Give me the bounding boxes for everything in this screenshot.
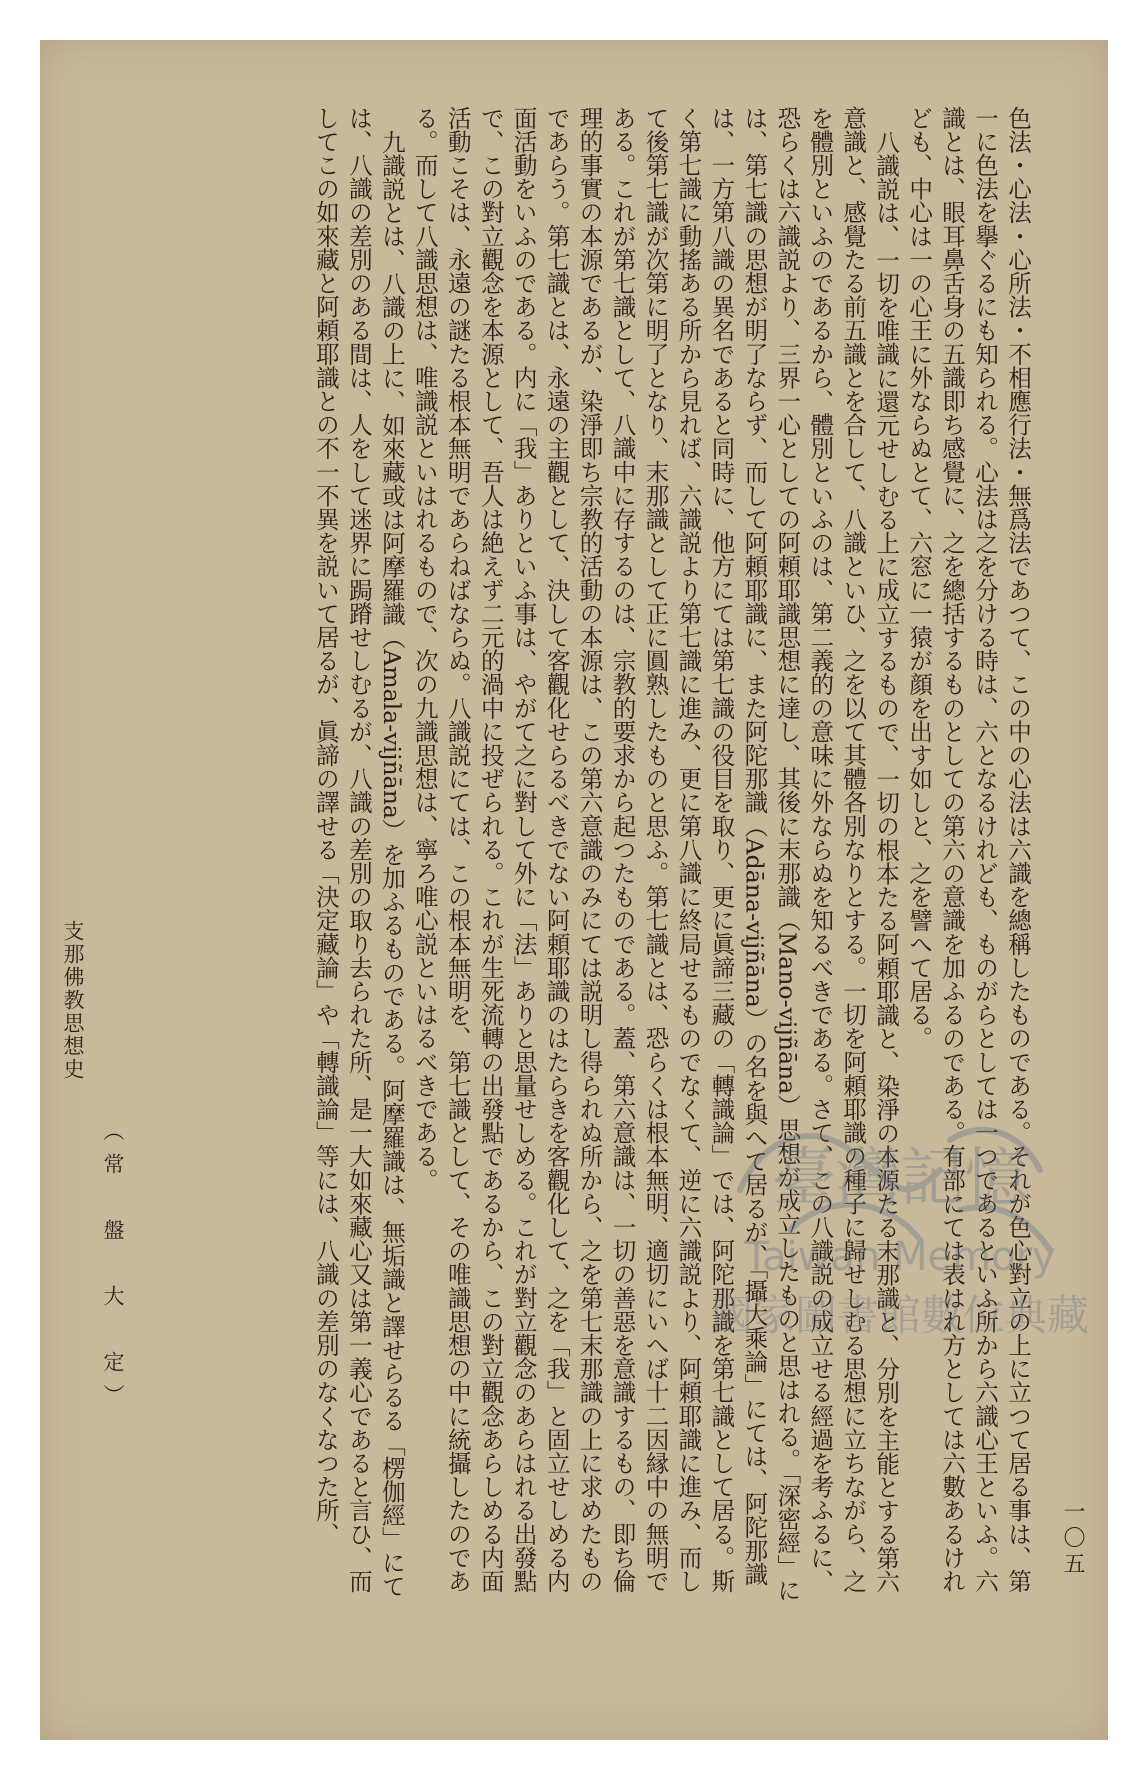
body-text [144, 106, 1034, 1606]
author-name: （常 盤 大 定） [101, 1120, 125, 1417]
paragraph-2: 八識説は、一切を唯識に還元せしむる上に成立するもので、一切の根本たる阿頼耶識と、染淨の本源たる末那識と、分別を主能とする第六意識と、感覺たる前五識とを合して、八識といひ、之を以て其體各別なりとする。一切を阿頼耶識の種子に歸せしむる思想に立ちながら、之を體別といふのであるから、體別といふのは、第二義的の意味に外ならぬを知るべきである。さて、この八識説の成立せる經過を考ふるに、恐らくは六識説より、三界一心としての阿頼耶識思想に達し、其後に末那識（Mano-vijñāna）思想が成立したものと思はれる。「深密經」には、第七識の思想が明了ならず、而して阿頼耶識に、また阿陀那識（Adāna-vijñāna）の名を與へて居るが、「攝大乘論」にては、阿陀那識は、一方第八識の異名であると同時に、他方にては第七識の役目を取り、更に眞諦三藏の「轉識論」では、阿陀那識を第七識として居る。斯く第七識に動搖ある所から見れば、六識説より第七識に進み、更に第八識に終局せるものでなくて、逆に六識説より、阿頼耶識に進み、而して後第七識が次第に明了となり、末那識として正に圓熟したものと思ふ。第七識とは、恐らくは根本無明、適切にいへば十二因縁中の無明である。これが第七識として、八識中に存するのは、宗教的要求から起つたものである。蓋、第六意識は、一切の善惡を意識するもの、即ち倫理的事實の本源であるが、染淨即ち宗教的活動の本源は、この第六意識のみにては説明し得られぬ所から、之を第七末那識の上に求めたものであらう。第七識とは、永遠の主觀として、決して客觀化せらるべきでない阿頼耶識のはたらきを客觀化して、之を「我」と固立せしめる内面活動をいふのである。内に「我」ありといふ事は、やがて之に對して外に「法」ありと思量せしめる。これが對立觀念のあらはれる出發點で、この對立觀念を本源として、吾人は絶えず二元的渦中に投ぜられる。これが生死流轉の出發點であるから、この對立觀念あらしめる内面活動こそは、永遠の謎たる根本無明であらねばならぬ。八識説にては、この根本無明を、第七識として、その唯識思想の中に統攝したのである。而して八識思想は、唯識説といはれるもので、次の九識思想は、寧ろ唯心説といはるべきである。 [410, 106, 901, 1602]
watermark-text-1: 臺灣記憶 [772, 1142, 1028, 1216]
running-title: 支那佛教思想史 [61, 920, 85, 1081]
paragraph-1: 色法・心法・心所法・不相應行法・無爲法であつて、この中の心法は六識を總稱したものである。それが色心對立の上に立つて居る事は、第一に色法を擧ぐるにも知られる。心法は之を分ける時は、六となるけれども、ものがらとしては一つであるといふ所から六識心王といふ。六識とは、眼耳鼻舌身の五識即ち感覺に、之を總括するものとしての第六の意識を加ふるのである。有部にては表はれ方としては六數あるけれども、中心は一の心王に外ならぬとて、六窓に一猿が顔を出す如しと、之を譬へて居る。 [905, 106, 1032, 1593]
page-sheet [40, 40, 1108, 1740]
watermark-text-2: Taiwan Memory [744, 1234, 1056, 1280]
page-number: 一〇五 [1060, 1500, 1085, 1578]
paragraph-3: 九識説とは、八識の上に、如來藏或は阿摩羅識（Amala-vijñāna）を加ふるものである。阿摩羅識は、無垢識と譯せらるる「楞伽經」にては、八識の差別のある間は、人をして迷界に跼蹐せしむるが、八識の差別の取り去られた所、是一大如來藏心又は第一義心であると言ひ、而してこの如來藏と阿頼耶識との不一不異を説いて居るが、眞諦の譯せる「決定藏論」や「轉識論」等には、八識の差別のなくなつた所、 [311, 106, 406, 1598]
watermark-text-3: 國家圖書館數位典藏 [710, 1291, 1090, 1340]
